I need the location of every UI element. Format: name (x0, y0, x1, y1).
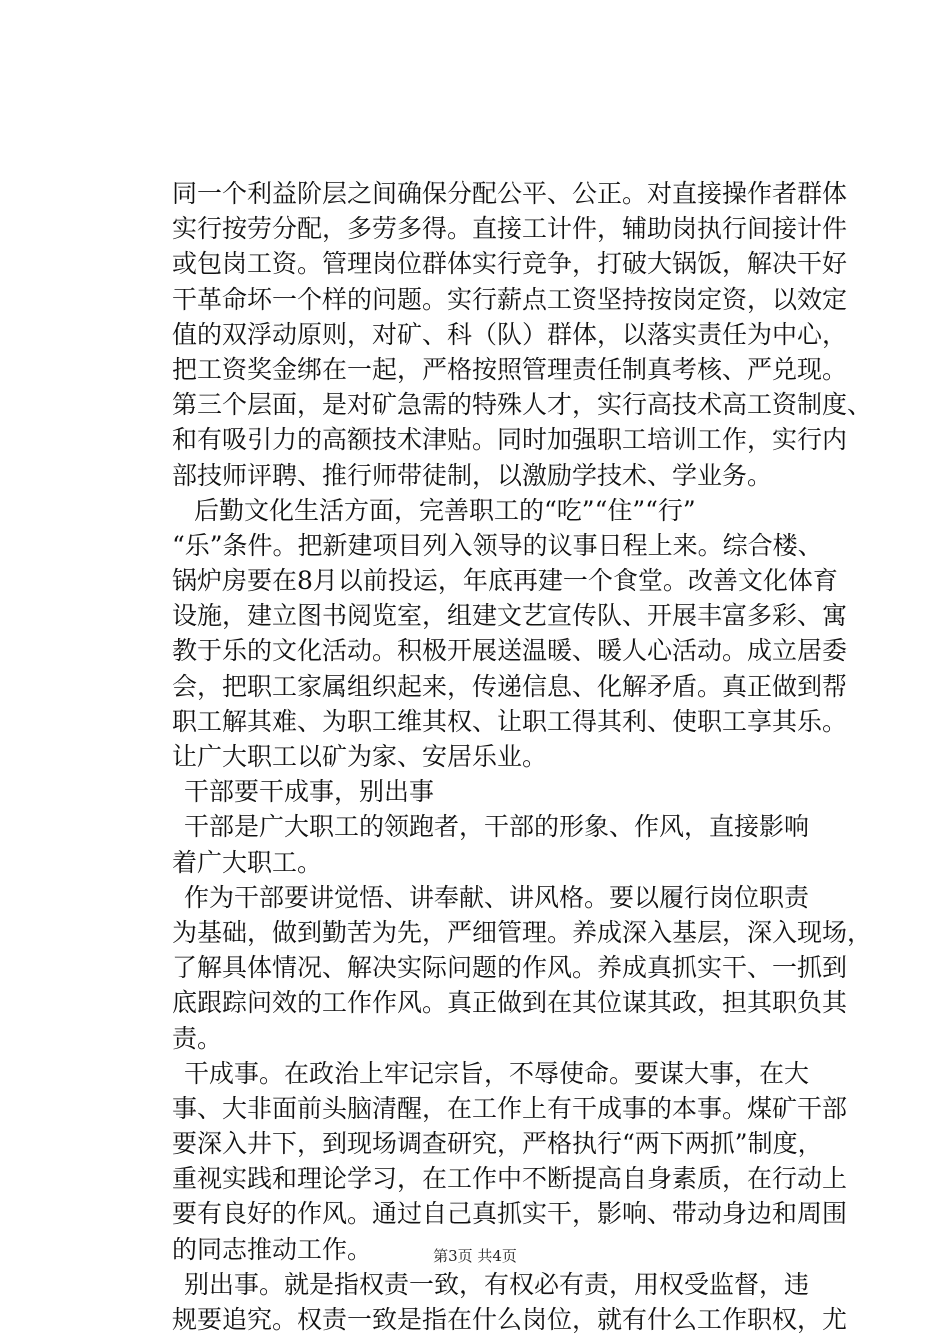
text-line: 了解具体情况、解决实际问题的作风。养成真抓实干、一抓到 (172, 953, 848, 983)
text-line: 锅炉房要在8月以前投运，年底再建一个食堂。改善文化体育 (172, 566, 838, 596)
text-line: 干革命坏一个样的问题。实行薪点工资坚持按岗定资，以效定 (172, 284, 848, 314)
text-line: 事、大非面前头脑清醒，在工作上有干成事的本事。煤矿干部 (172, 1093, 848, 1123)
text-line: 的同志推动工作。 (172, 1234, 373, 1264)
text-line: 部技师评聘、推行师带徒制，以激励学技术、学业务。 (172, 460, 773, 490)
text-line: “乐”条件。把新建项目列入领导的议事日程上来。综合楼、 (172, 530, 823, 560)
text-line: 第三个层面，是对矿急需的特殊人才，实行高技术高工资制度、 (172, 390, 873, 420)
page-footer: 第3页 共4页 (433, 1247, 517, 1265)
section-heading: 干部要干成事，别出事 (184, 777, 435, 807)
text-line: 责。 (172, 1023, 223, 1053)
text-line: 让广大职工以矿为家、安居乐业。 (172, 742, 548, 771)
text-line: 或包岗工资。管理岗位群体实行竞争，打破大锅饭，解决干好 (172, 249, 848, 279)
paragraph-start-line: 别出事。就是指权责一致，有权必有责，用权受监督，违 (184, 1269, 810, 1299)
text-line: 着广大职工。 (172, 847, 323, 877)
text-line: 重视实践和理论学习，在工作中不断提高自身素质，在行动上 (172, 1164, 848, 1194)
body-text (172, 176, 873, 1337)
text-line: 职工解其难、为职工维其权、让职工得其利、使职工享其乐。 (172, 706, 848, 736)
text-line: 要深入井下，到现场调查研究，严格执行“两下两抓”制度， (172, 1129, 823, 1159)
paragraph-start-line: 干成事。在政治上牢记宗旨，不辱使命。要谋大事，在大 (184, 1058, 810, 1088)
text-line: 规要追究。权责一致是指在什么岗位，就有什么工作职权，尤 (172, 1305, 848, 1334)
text-line: 实行按劳分配，多劳多得。直接工计件，辅助岗执行间接计件 (172, 214, 848, 244)
text-line: 同一个利益阶层之间确保分配公平、公正。对直接操作者群体 (172, 179, 848, 208)
text-line: 和有吸引力的高额技术津贴。同时加强职工培训工作，实行内 (172, 425, 848, 455)
paragraph-start-line: 作为干部要讲觉悟、讲奉献、讲风格。要以履行岗位职责 (184, 882, 810, 912)
text-line: 把工资奖金绑在一起，严格按照管理责任制真考核、严兑现。 (172, 354, 848, 384)
text-line: 设施，建立图书阅览室，组建文艺宣传队、开展丰富多彩、寓 (172, 601, 848, 631)
paragraph-start-line: 后勤文化生活方面，完善职工的“吃”“住”“行” (194, 495, 696, 525)
text-line: 底跟踪问效的工作作风。真正做到在其位谋其政，担其职负其 (172, 988, 848, 1018)
text-line: 教于乐的文化活动。积极开展送温暖、暖人心活动。成立居委 (172, 636, 848, 666)
text-line: 要有良好的作风。通过自己真抓实干，影响、带动身边和周围 (172, 1199, 848, 1229)
text-line: 值的双浮动原则，对矿、科（队）群体，以落实责任为中心， (172, 319, 848, 349)
paragraph-start-line: 干部是广大职工的领跑者，干部的形象、作风，直接影响 (184, 812, 810, 842)
text-line: 为基础，做到勤苦为先，严细管理。养成深入基层，深入现场， (172, 917, 873, 947)
text-line: 会，把职工家属组织起来，传递信息、化解矛盾。真正做到帮 (172, 671, 848, 701)
